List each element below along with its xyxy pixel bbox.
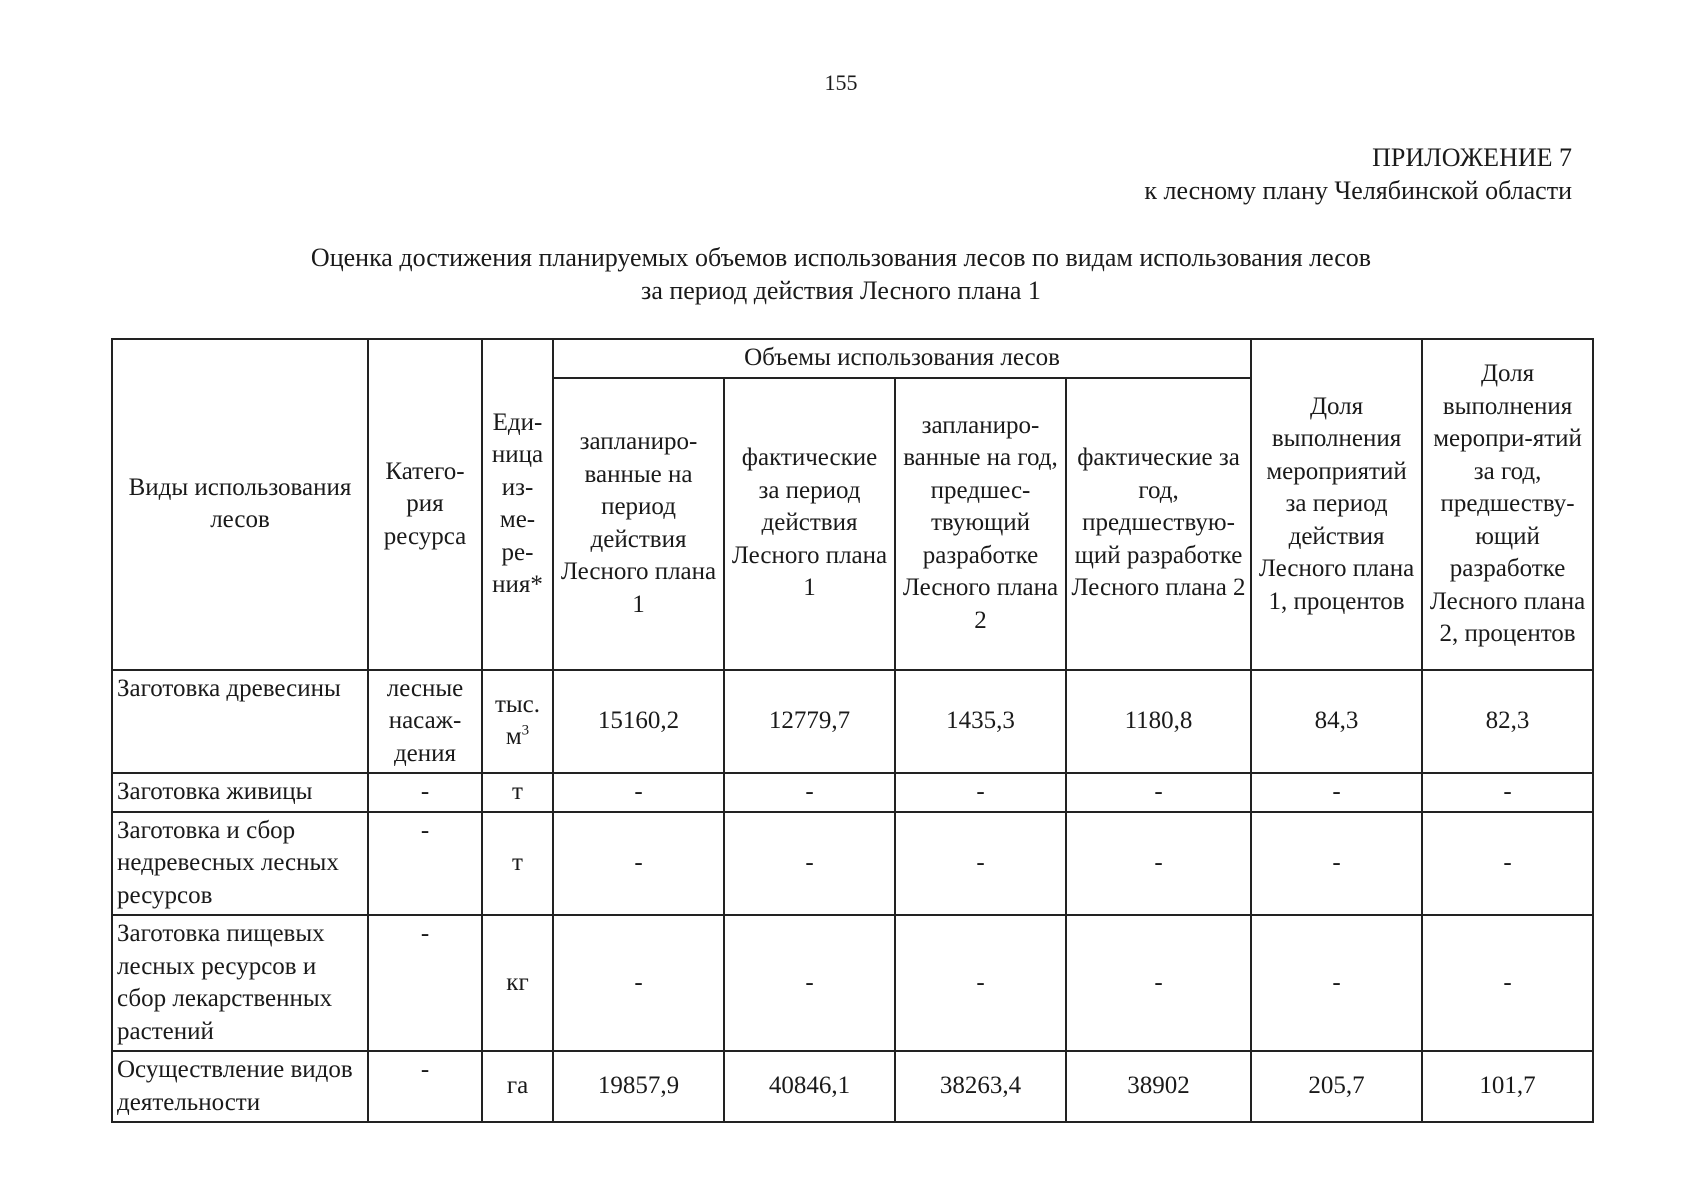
cell-unit: т <box>482 773 553 812</box>
cell-planned-year: 38263,4 <box>895 1051 1066 1122</box>
header-actual-year: фактические за год, предшествую-щий разработке Лесного плана 2 <box>1066 378 1251 670</box>
cell-share-period: - <box>1251 812 1422 916</box>
page-number: 155 <box>824 70 858 95</box>
cell-planned-year: - <box>895 812 1066 916</box>
document-subtitle: за период действия Лесного плана 1 <box>641 276 1041 305</box>
cell-share-period: - <box>1251 773 1422 812</box>
cell-planned-period: - <box>553 773 724 812</box>
cell-planned-period: 15160,2 <box>553 670 724 774</box>
cell-unit: га <box>482 1051 553 1122</box>
cell-actual-period: 12779,7 <box>724 670 895 774</box>
cell-planned-period: 19857,9 <box>553 1051 724 1122</box>
cell-planned-year: 1435,3 <box>895 670 1066 774</box>
cell-category: - <box>368 773 482 812</box>
cell-type: Заготовка древесины <box>112 670 368 774</box>
cell-category: - <box>368 812 482 916</box>
header-actual-period: фактические за период действия Лесного плана 1 <box>724 378 895 670</box>
table-row <box>112 773 1593 812</box>
cell-share-period: 84,3 <box>1251 670 1422 774</box>
cell-type: Заготовка и сбор недревесных лесных ресурсов <box>112 812 368 916</box>
cell-share-year: - <box>1422 812 1593 916</box>
cell-actual-year: 1180,8 <box>1066 670 1251 774</box>
forest-use-table <box>111 338 1594 1123</box>
header-types: Виды использования лесов <box>112 339 368 670</box>
cell-actual-period: - <box>724 773 895 812</box>
cell-share-period: 205,7 <box>1251 1051 1422 1122</box>
appendix-label: ПРИЛОЖЕНИЕ 7 <box>1372 143 1572 172</box>
cell-unit: кг <box>482 915 553 1051</box>
cell-actual-year: - <box>1066 773 1251 812</box>
cell-planned-year: - <box>895 915 1066 1051</box>
appendix-reference: к лесному плану Челябинской области <box>1144 176 1572 205</box>
cell-planned-period: - <box>553 812 724 916</box>
header-category: Катего-рия ресурса <box>368 339 482 670</box>
cell-actual-period: 40846,1 <box>724 1051 895 1122</box>
cell-actual-period: - <box>724 812 895 916</box>
header-planned-year: запланиро-ванные на год, предшес-твующий разработке Лесного плана 2 <box>895 378 1066 670</box>
cell-share-year: - <box>1422 915 1593 1051</box>
cell-actual-year: - <box>1066 915 1251 1051</box>
cell-planned-period: - <box>553 915 724 1051</box>
cell-unit <box>482 670 553 774</box>
unit-text: тыс. м <box>494 690 541 751</box>
unit-superscript: 3 <box>521 722 530 739</box>
cell-type: Заготовка живицы <box>112 773 368 812</box>
header-volumes-group: Объемы использования лесов <box>553 339 1251 378</box>
table-row <box>112 915 1593 1051</box>
header-share-year: Доля выполнения меропри-ятий за год, предшеству-ющий разработке Лесного плана 2, процентов <box>1422 339 1593 670</box>
cell-share-year: - <box>1422 773 1593 812</box>
cell-actual-year: - <box>1066 812 1251 916</box>
cell-actual-year: 38902 <box>1066 1051 1251 1122</box>
table-row <box>112 812 1593 916</box>
cell-category: - <box>368 1051 482 1122</box>
header-share-period: Доля выполнения мероприятий за период действия Лесного плана 1, процентов <box>1251 339 1422 670</box>
document-title: Оценка достижения планируемых объемов использования лесов по видам использования лесов <box>310 243 1372 272</box>
table-row <box>112 670 1593 774</box>
cell-unit: т <box>482 812 553 916</box>
cell-type: Осуществление видов деятельности <box>112 1051 368 1122</box>
cell-share-period: - <box>1251 915 1422 1051</box>
cell-share-year: 101,7 <box>1422 1051 1593 1122</box>
cell-share-year: 82,3 <box>1422 670 1593 774</box>
table-row <box>112 1051 1593 1122</box>
cell-category: - <box>368 915 482 1051</box>
header-unit: Еди-ница из-ме-ре-ния* <box>482 339 553 670</box>
cell-actual-period: - <box>724 915 895 1051</box>
cell-type: Заготовка пищевых лесных ресурсов и сбор лекарственных растений <box>112 915 368 1051</box>
cell-category: лесные насаж-дения <box>368 670 482 774</box>
cell-planned-year: - <box>895 773 1066 812</box>
header-planned-period: запланиро-ванные на период действия Лесного плана 1 <box>553 378 724 670</box>
